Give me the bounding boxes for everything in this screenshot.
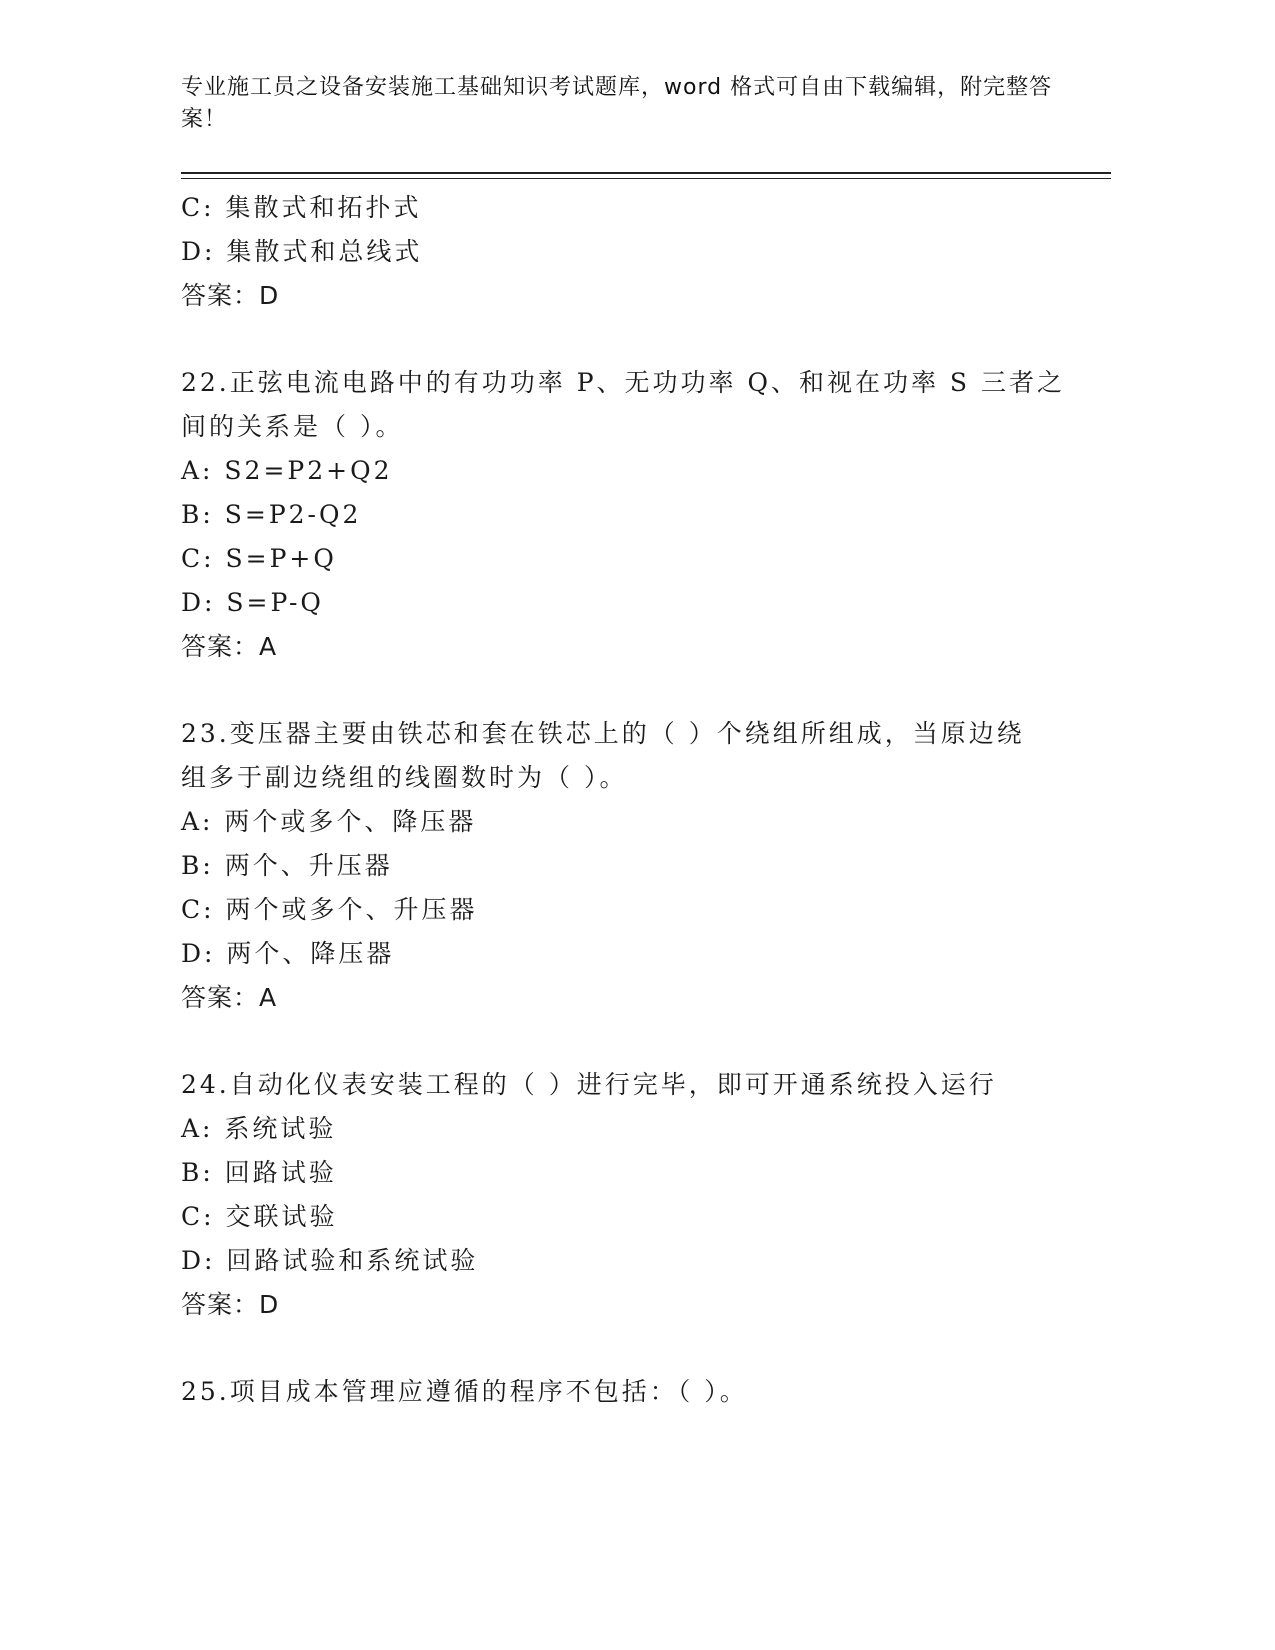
- question-stem: 22.正弦电流电路中的有功功率 P、无功功率 Q、和视在功率 S 三者之: [181, 368, 1065, 397]
- question-list: [181, 186, 1065, 1414]
- option-d: D: S=P-Q: [181, 588, 324, 617]
- question-stem-continued: 间的关系是（ ）。: [181, 412, 404, 441]
- option-d: D: 两个、降压器: [181, 939, 395, 968]
- option-a: A: 系统试验: [181, 1114, 337, 1143]
- answer-line: 答案：A: [181, 632, 278, 661]
- answer-line: 答案：A: [181, 983, 278, 1012]
- question-stem-continued: 组多于副边绕组的线圈数时为（ ）。: [181, 763, 628, 792]
- option-c: C: 交联试验: [181, 1202, 338, 1231]
- question-23: [181, 712, 1061, 1020]
- answer-line: 答案：D: [181, 281, 280, 310]
- option-b: B: 两个、升压器: [181, 851, 393, 880]
- header-divider-thick: [181, 172, 1111, 174]
- question-stem: 25.项目成本管理应遵循的程序不包括：（ ）。: [181, 1377, 748, 1406]
- document-header: 专业施工员之设备安装施工基础知识考试题库，word 格式可自由下载编辑，附完整答案！: [181, 75, 1053, 132]
- option-d: D: 回路试验和系统试验: [181, 1246, 479, 1275]
- option-c: C: 两个或多个、升压器: [181, 895, 478, 924]
- option-b: B: 回路试验: [181, 1158, 337, 1187]
- option-c: C: 集散式和拓扑式: [181, 193, 422, 222]
- question-stem: 23.变压器主要由铁芯和套在铁芯上的（ ）个绕组所组成，当原边绕: [181, 719, 1025, 748]
- option-c: C: S=P+Q: [181, 544, 337, 573]
- header-divider-thin: [181, 178, 1111, 179]
- option-a: A: 两个或多个、降压器: [181, 807, 477, 836]
- question-22: [181, 361, 1065, 669]
- question-25: [181, 1370, 1061, 1414]
- option-b: B: S=P2-Q2: [181, 500, 362, 529]
- option-d: D: 集散式和总线式: [181, 237, 423, 266]
- question-24: [181, 1063, 1061, 1327]
- answer-line: 答案：D: [181, 1290, 280, 1319]
- option-a: A: S2=P2+Q2: [181, 456, 393, 485]
- question-stem: 24.自动化仪表安装工程的（ ）进行完毕，即可开通系统投入运行: [181, 1070, 997, 1099]
